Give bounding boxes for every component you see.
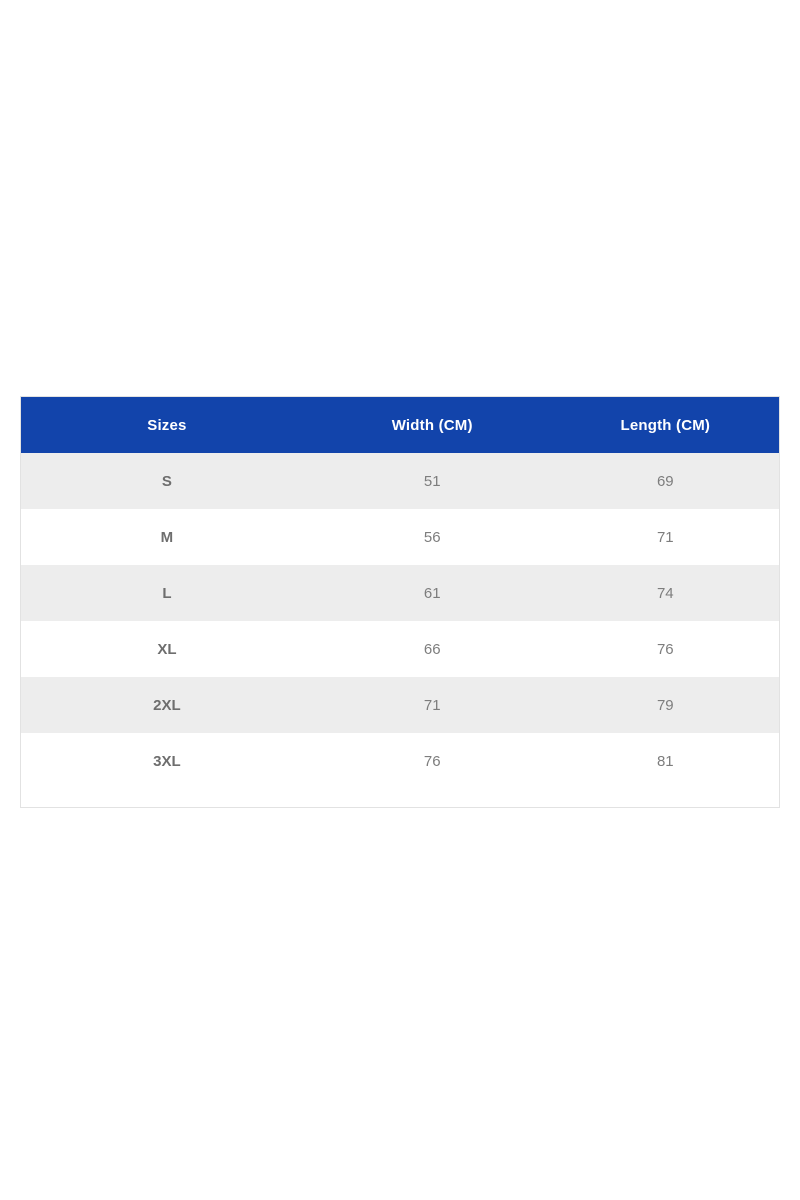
cell-size: 3XL	[21, 733, 313, 789]
cell-size: M	[21, 509, 313, 565]
table-body	[21, 453, 779, 789]
cell-length: 69	[552, 453, 779, 509]
column-header-sizes: Sizes	[21, 397, 313, 453]
cell-size: S	[21, 453, 313, 509]
table-header	[21, 397, 779, 453]
cell-width: 61	[313, 565, 552, 621]
table-row	[21, 453, 779, 509]
column-header-length: Length (CM)	[552, 397, 779, 453]
table-row	[21, 565, 779, 621]
cell-length: 71	[552, 509, 779, 565]
table-row	[21, 733, 779, 789]
column-header-width: Width (CM)	[313, 397, 552, 453]
cell-size: L	[21, 565, 313, 621]
table-header-row	[21, 397, 779, 453]
table-row	[21, 509, 779, 565]
cell-width: 51	[313, 453, 552, 509]
cell-length: 74	[552, 565, 779, 621]
table-row	[21, 621, 779, 677]
cell-length: 76	[552, 621, 779, 677]
cell-width: 66	[313, 621, 552, 677]
cell-size: XL	[21, 621, 313, 677]
size-chart-panel	[20, 396, 780, 808]
cell-width: 71	[313, 677, 552, 733]
cell-width: 76	[313, 733, 552, 789]
cell-width: 56	[313, 509, 552, 565]
cell-size: 2XL	[21, 677, 313, 733]
size-chart-table	[21, 397, 779, 789]
cell-length: 79	[552, 677, 779, 733]
table-row	[21, 677, 779, 733]
cell-length: 81	[552, 733, 779, 789]
